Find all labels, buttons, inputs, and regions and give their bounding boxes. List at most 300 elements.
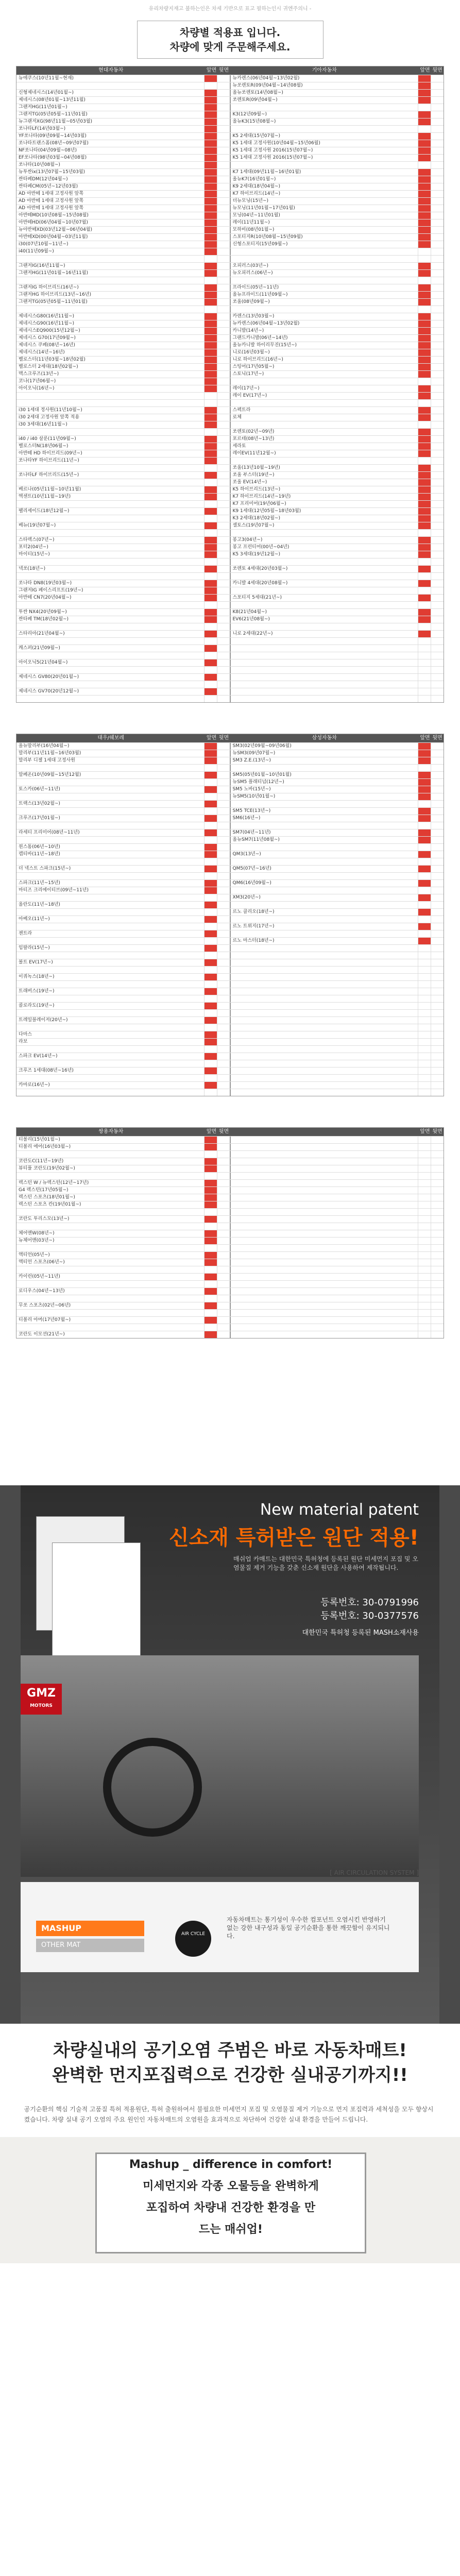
rear-fit-marker xyxy=(217,1024,230,1031)
car-model: 봉고 프런티어(00년~04년) xyxy=(232,545,289,550)
rear-fit-marker xyxy=(431,126,444,132)
table-row xyxy=(16,551,444,558)
car-model xyxy=(231,1039,418,1045)
car-model: 코나(17년06월~) xyxy=(19,379,56,384)
front-fit-marker xyxy=(204,652,217,659)
car-model: 그랜저IG(16년11월~) xyxy=(19,263,65,268)
rear-fit-marker xyxy=(217,126,230,132)
table-row xyxy=(16,183,444,190)
table-header xyxy=(16,66,444,75)
rear-fit-marker xyxy=(217,566,230,572)
front-fit-marker xyxy=(204,421,217,428)
car-model: 레이EV(11년12월~) xyxy=(232,451,276,456)
car-model: 로디우스(04년~13년) xyxy=(19,1289,65,1294)
car-model: i30 3세대(16년11월~) xyxy=(19,422,67,427)
car-model xyxy=(16,667,204,673)
front-fit-marker xyxy=(204,479,217,486)
rear-fit-marker xyxy=(431,866,444,872)
car-model xyxy=(16,938,204,944)
compat-table xyxy=(16,1127,444,1338)
rear-column-header: 뒷면 xyxy=(432,735,442,741)
front-fit-marker xyxy=(204,902,217,908)
rear-fit-marker xyxy=(431,436,444,443)
car-model: 레이(11년11월~) xyxy=(232,220,270,225)
rear-fit-marker xyxy=(431,1158,444,1165)
car-model xyxy=(231,696,418,702)
front-fit-marker xyxy=(418,916,431,923)
front-fit-marker xyxy=(204,750,217,757)
rear-fit-marker xyxy=(217,974,230,980)
table-row xyxy=(16,1309,444,1316)
table-row xyxy=(16,154,444,161)
table-row xyxy=(16,688,444,695)
table-row xyxy=(16,414,444,421)
table-row xyxy=(16,930,444,937)
car-model: 아반떼XD(00년04월~03년11월) xyxy=(19,234,88,240)
front-fit-marker xyxy=(418,364,431,370)
front-fit-marker xyxy=(204,1331,217,1338)
rear-fit-marker xyxy=(217,284,230,291)
front-fit-marker xyxy=(418,551,431,558)
front-fit-marker xyxy=(418,443,431,450)
car-model: 더 넥스트 스파크(15년~) xyxy=(19,866,71,871)
front-fit-marker xyxy=(418,140,431,147)
rear-fit-marker xyxy=(217,822,230,829)
front-fit-marker xyxy=(418,465,431,471)
front-fit-marker xyxy=(418,602,431,608)
car-model: QM6(16년09월~) xyxy=(232,880,271,886)
front-fit-marker xyxy=(204,486,217,493)
rear-fit-marker xyxy=(217,1288,230,1295)
front-fit-marker xyxy=(204,133,217,140)
car-model: 쏘나타트랜스폼(08년~09년07월) xyxy=(19,141,89,146)
front-fit-marker xyxy=(418,1302,431,1309)
table-row xyxy=(16,1287,444,1295)
rear-fit-marker xyxy=(431,1089,444,1096)
front-fit-marker xyxy=(204,75,217,82)
rear-fit-marker xyxy=(431,306,444,313)
rear-fit-marker xyxy=(217,1194,230,1201)
car-model xyxy=(231,638,418,645)
rear-fit-marker xyxy=(431,1180,444,1187)
rear-fit-marker xyxy=(217,400,230,406)
rear-fit-marker xyxy=(431,974,444,980)
car-model xyxy=(231,558,418,565)
rear-fit-marker xyxy=(431,967,444,973)
front-fit-marker xyxy=(418,779,431,786)
rear-fit-marker xyxy=(431,743,444,750)
rear-fit-marker xyxy=(217,873,230,879)
car-model xyxy=(231,974,418,980)
front-fit-marker xyxy=(204,1060,217,1067)
front-fit-marker xyxy=(418,299,431,306)
rear-fit-marker xyxy=(217,1158,230,1165)
table-row xyxy=(16,515,444,522)
front-fit-marker xyxy=(204,793,217,800)
patent-description: 매쉬업 카매트는 대한민국 특허청에 등록된 원단 미세먼지 포집 및 오염물질 제거 기능을 갖춘 신소재 원단을 사용하여 제작됩니다. xyxy=(233,1555,418,1571)
front-fit-marker xyxy=(204,558,217,565)
rear-fit-marker xyxy=(431,602,444,608)
car-model xyxy=(16,393,204,399)
car-model xyxy=(231,530,418,536)
rear-fit-marker xyxy=(431,631,444,637)
rear-fit-marker xyxy=(217,645,230,652)
front-fit-marker xyxy=(204,277,217,284)
car-model xyxy=(16,652,204,659)
rear-fit-marker xyxy=(217,801,230,807)
car-model: 로체 xyxy=(232,415,242,420)
front-fit-marker xyxy=(418,1245,431,1251)
rear-fit-marker xyxy=(431,873,444,879)
front-fit-marker xyxy=(204,837,217,843)
table-row xyxy=(16,1081,444,1089)
table-row xyxy=(16,572,444,580)
car-model xyxy=(231,256,418,262)
table-row xyxy=(16,96,444,104)
table-row xyxy=(16,916,444,923)
table-row xyxy=(16,1331,444,1338)
front-fit-marker xyxy=(418,1288,431,1295)
rear-fit-marker xyxy=(217,765,230,771)
table-row xyxy=(16,75,444,82)
car-model: K5 1세대 고정사원 2016(15년07월~) xyxy=(232,148,313,153)
front-fit-marker xyxy=(204,544,217,551)
table-row xyxy=(16,168,444,176)
car-model: 포르테(08년~13년) xyxy=(232,436,275,442)
table-row xyxy=(16,349,444,356)
front-fit-marker xyxy=(204,822,217,829)
rear-fit-marker xyxy=(431,1165,444,1172)
front-column-header: 앞면 xyxy=(206,67,217,73)
table-row xyxy=(16,464,444,471)
car-model xyxy=(231,1067,418,1074)
main-heading: 차량실내의 공기오염 주범은 바로 자동차매트! 완벽한 먼지포집력으로 건강한 실내공기까지!! xyxy=(52,2040,408,2086)
front-fit-marker xyxy=(204,887,217,894)
car-model: 뉴카렌스(06년04월~13년02월) xyxy=(232,321,300,326)
car-model xyxy=(16,638,204,645)
front-fit-marker xyxy=(204,162,217,168)
front-fit-marker xyxy=(418,191,431,197)
car-model xyxy=(231,573,418,580)
front-fit-marker xyxy=(418,176,431,183)
car-model: 다마스 xyxy=(19,1032,32,1037)
rear-fit-marker xyxy=(431,508,444,515)
rear-fit-marker xyxy=(217,97,230,104)
rear-fit-marker xyxy=(217,837,230,843)
car-model xyxy=(231,858,418,865)
rear-fit-marker xyxy=(431,227,444,233)
rear-fit-marker xyxy=(217,880,230,887)
front-fit-marker xyxy=(418,212,431,219)
rear-fit-marker xyxy=(431,457,444,464)
table-row xyxy=(16,399,444,406)
rear-fit-marker xyxy=(431,786,444,793)
front-column-header: 앞면 xyxy=(420,735,430,741)
front-fit-marker xyxy=(418,530,431,536)
car-model: 맥스크루즈(13년~) xyxy=(19,371,59,377)
car-model: 뉴투싼ix(13년07월~15년03월) xyxy=(19,170,86,175)
front-fit-marker xyxy=(418,256,431,262)
front-fit-marker xyxy=(418,1223,431,1230)
car-model xyxy=(16,1024,204,1031)
front-fit-marker xyxy=(204,1031,217,1038)
rear-fit-marker xyxy=(217,1209,230,1215)
title-line2: 차량에 맞게 주문해주세요. xyxy=(169,41,291,53)
car-model: 알페온(10년09월~15년12월) xyxy=(19,772,81,777)
car-model xyxy=(231,1137,418,1143)
rear-fit-marker xyxy=(217,263,230,269)
rear-fit-marker xyxy=(431,155,444,161)
rear-fit-marker xyxy=(431,501,444,507)
car-model: 티볼리(15년01월~) xyxy=(19,1137,60,1142)
front-fit-marker xyxy=(418,1031,431,1038)
rear-fit-marker xyxy=(217,429,230,435)
front-fit-marker xyxy=(418,277,431,284)
front-fit-marker xyxy=(204,1010,217,1016)
front-fit-marker xyxy=(418,118,431,125)
car-model: 제네시스G80(16년11월~) xyxy=(19,314,75,319)
table-row xyxy=(16,241,444,248)
rear-fit-marker xyxy=(431,494,444,500)
rear-fit-marker xyxy=(431,1151,444,1158)
rear-fit-marker xyxy=(431,97,444,104)
rear-fit-marker xyxy=(217,988,230,995)
car-model: 그랜저HG(11년01월~16년11월) xyxy=(19,270,88,276)
front-fit-marker xyxy=(204,779,217,786)
front-fit-marker xyxy=(418,1046,431,1053)
rear-fit-marker xyxy=(431,595,444,601)
rear-fit-marker xyxy=(431,1173,444,1179)
table-row xyxy=(16,1324,444,1331)
car-model xyxy=(231,1266,418,1273)
car-model: 셀토스(19년07월~) xyxy=(232,523,275,528)
car-model: 카니발(14년~) xyxy=(232,328,264,333)
car-model: SM5 노바(15년~) xyxy=(232,787,271,792)
rear-fit-marker xyxy=(217,118,230,125)
front-fit-marker xyxy=(204,609,217,616)
front-fit-marker xyxy=(204,140,217,147)
car-model xyxy=(16,696,204,702)
car-model: 크루즈(17년01월~) xyxy=(19,816,60,821)
car-model: 쏘나타(10년08월~) xyxy=(19,162,60,167)
front-fit-marker xyxy=(204,1053,217,1060)
car-model: 렉스턴 스포츠(18년01월~) xyxy=(19,1195,75,1200)
rear-fit-marker xyxy=(431,793,444,800)
rear-fit-marker xyxy=(217,277,230,284)
front-fit-marker xyxy=(418,858,431,865)
front-column-header: 앞면 xyxy=(420,1129,430,1134)
table-row xyxy=(16,161,444,168)
front-fit-marker xyxy=(204,873,217,879)
front-fit-marker xyxy=(204,1151,217,1158)
rear-fit-marker xyxy=(431,328,444,334)
rear-fit-marker xyxy=(217,205,230,212)
rear-fit-marker xyxy=(431,515,444,522)
car-model xyxy=(231,1288,418,1295)
front-fit-marker xyxy=(204,1281,217,1287)
front-fit-marker xyxy=(418,1252,431,1259)
front-fit-marker xyxy=(204,205,217,212)
rear-fit-marker xyxy=(217,757,230,764)
rear-fit-marker xyxy=(431,118,444,125)
car-model xyxy=(231,1046,418,1053)
front-fit-marker xyxy=(418,342,431,349)
front-fit-marker xyxy=(204,1324,217,1331)
car-model xyxy=(231,306,418,313)
rear-fit-marker xyxy=(431,902,444,908)
front-fit-marker xyxy=(204,147,217,154)
rear-fit-marker xyxy=(217,602,230,608)
car-model xyxy=(231,1144,418,1150)
table-row xyxy=(16,757,444,764)
car-model: 볼트 EV(17년~) xyxy=(19,960,53,965)
front-fit-marker xyxy=(418,270,431,277)
car-model xyxy=(231,1075,418,1081)
table-row xyxy=(16,118,444,125)
front-fit-marker xyxy=(418,75,431,82)
table-row xyxy=(16,298,444,306)
rear-fit-marker xyxy=(431,757,444,764)
rear-fit-marker xyxy=(431,551,444,558)
front-fit-marker xyxy=(418,219,431,226)
rear-fit-marker xyxy=(431,284,444,291)
table-row xyxy=(16,529,444,536)
rear-fit-marker xyxy=(431,1209,444,1215)
car-model xyxy=(231,1024,418,1031)
rear-fit-marker xyxy=(431,522,444,529)
rear-fit-marker xyxy=(431,479,444,486)
front-fit-marker xyxy=(418,501,431,507)
front-fit-marker xyxy=(204,829,217,836)
front-fit-marker xyxy=(418,829,431,836)
rear-fit-marker xyxy=(217,1201,230,1208)
rear-fit-marker xyxy=(431,342,444,349)
car-model: 올뉴프라이드(11년09월~) xyxy=(232,292,288,297)
mashup-bar: MASHUP xyxy=(36,1921,144,1936)
closing-banner xyxy=(0,2137,460,2263)
rear-fit-marker xyxy=(217,90,230,96)
table-row xyxy=(16,829,444,836)
car-model xyxy=(231,277,418,284)
front-fit-marker xyxy=(204,292,217,298)
front-fit-marker xyxy=(418,1266,431,1273)
rear-fit-marker xyxy=(431,75,444,82)
car-model: K9 2세대(18년04월~) xyxy=(232,184,280,189)
car-model: 벨로스터(11년03월~18년02월) xyxy=(19,357,86,362)
front-fit-marker xyxy=(204,82,217,89)
rear-fit-marker xyxy=(217,227,230,233)
car-model xyxy=(231,1187,418,1194)
front-fit-marker xyxy=(204,772,217,778)
car-model xyxy=(16,1223,204,1230)
rear-fit-marker xyxy=(431,1060,444,1067)
front-fit-marker xyxy=(418,988,431,995)
front-fit-marker xyxy=(418,645,431,652)
rear-fit-marker xyxy=(431,623,444,630)
car-model: 코란도 이모션(21년~) xyxy=(19,1332,65,1337)
rear-fit-marker xyxy=(431,1082,444,1089)
front-fit-marker xyxy=(204,638,217,645)
table-row xyxy=(16,908,444,916)
table-row xyxy=(16,952,444,959)
table-row xyxy=(16,923,444,930)
description-paragraph: 공기순환의 핵심 기술적 고품질 특허 적용원단, 특허 출원하여서 불필요한 미세먼지 포집 및 오염물질 제거 기능으로 먼지 포집력과 세척성을 모두 향상시켰습니다. 차량 실내 공기 오염의 주요 원인인 자동차매트의 오염원을 효과적으로 차단하여 건강한 실내 환경을 만들어 드립니다. xyxy=(24,2106,434,2123)
table-row xyxy=(16,836,444,843)
front-fit-marker xyxy=(418,162,431,168)
front-fit-marker xyxy=(418,234,431,241)
rear-fit-marker xyxy=(217,558,230,565)
rear-fit-marker xyxy=(431,313,444,320)
rear-fit-marker xyxy=(431,357,444,363)
rear-fit-marker xyxy=(217,191,230,197)
front-fit-marker xyxy=(204,681,217,688)
front-fit-marker xyxy=(418,894,431,901)
table-row xyxy=(16,406,444,414)
car-model: 제네시스EQ900(15년12월~) xyxy=(19,328,80,333)
front-fit-marker xyxy=(418,974,431,980)
car-model xyxy=(231,688,418,695)
column-header xyxy=(230,1128,419,1136)
front-fit-marker xyxy=(204,1173,217,1179)
car-model xyxy=(231,952,418,959)
car-model xyxy=(16,530,204,536)
rear-fit-marker xyxy=(431,140,444,147)
table-row xyxy=(16,601,444,608)
car-model: 쏘렌토(02년~09년) xyxy=(232,429,275,434)
rear-fit-marker xyxy=(217,421,230,428)
car-model: AD 아반떼 1세대 고정사원 앞쪽 xyxy=(19,198,83,204)
front-fit-marker xyxy=(204,1039,217,1045)
car-model xyxy=(16,894,204,901)
car-model xyxy=(231,801,418,807)
rear-fit-marker xyxy=(431,765,444,771)
table-row xyxy=(16,843,444,851)
front-fit-marker xyxy=(418,82,431,89)
car-model xyxy=(231,378,418,385)
car-model: 오피러스(03년~) xyxy=(232,263,268,268)
rear-fit-marker xyxy=(431,465,444,471)
front-fit-marker xyxy=(204,674,217,681)
front-fit-marker xyxy=(418,1173,431,1179)
car-model: 말리부 디젤 1세대 고정사원 xyxy=(19,758,75,763)
table-row xyxy=(16,695,444,702)
car-model xyxy=(231,1252,418,1259)
rear-fit-marker xyxy=(431,750,444,757)
rear-fit-marker xyxy=(431,1046,444,1053)
table-row xyxy=(16,901,444,908)
car-model: 쏘렌토R(09년04월~) xyxy=(232,97,278,103)
car-model xyxy=(231,645,418,652)
table-row xyxy=(16,233,444,241)
front-fit-marker xyxy=(418,681,431,688)
car-model xyxy=(16,515,204,522)
car-model: 뉴오피러스(06년~) xyxy=(232,270,273,276)
rear-fit-marker xyxy=(431,1144,444,1150)
rear-fit-marker xyxy=(217,1137,230,1143)
front-fit-marker xyxy=(204,414,217,421)
table-row xyxy=(16,522,444,529)
rear-fit-marker xyxy=(217,393,230,399)
car-model: 세라토 xyxy=(232,444,246,449)
car-model: K5 2세대(15년07월~) xyxy=(232,133,280,139)
table-row xyxy=(16,1187,444,1194)
rear-fit-marker xyxy=(217,1238,230,1244)
table-row xyxy=(16,212,444,219)
rear-fit-marker xyxy=(217,1281,230,1287)
front-fit-marker xyxy=(418,349,431,356)
other-mat-bar: OTHER MAT xyxy=(36,1939,144,1952)
rear-fit-marker xyxy=(431,1024,444,1031)
